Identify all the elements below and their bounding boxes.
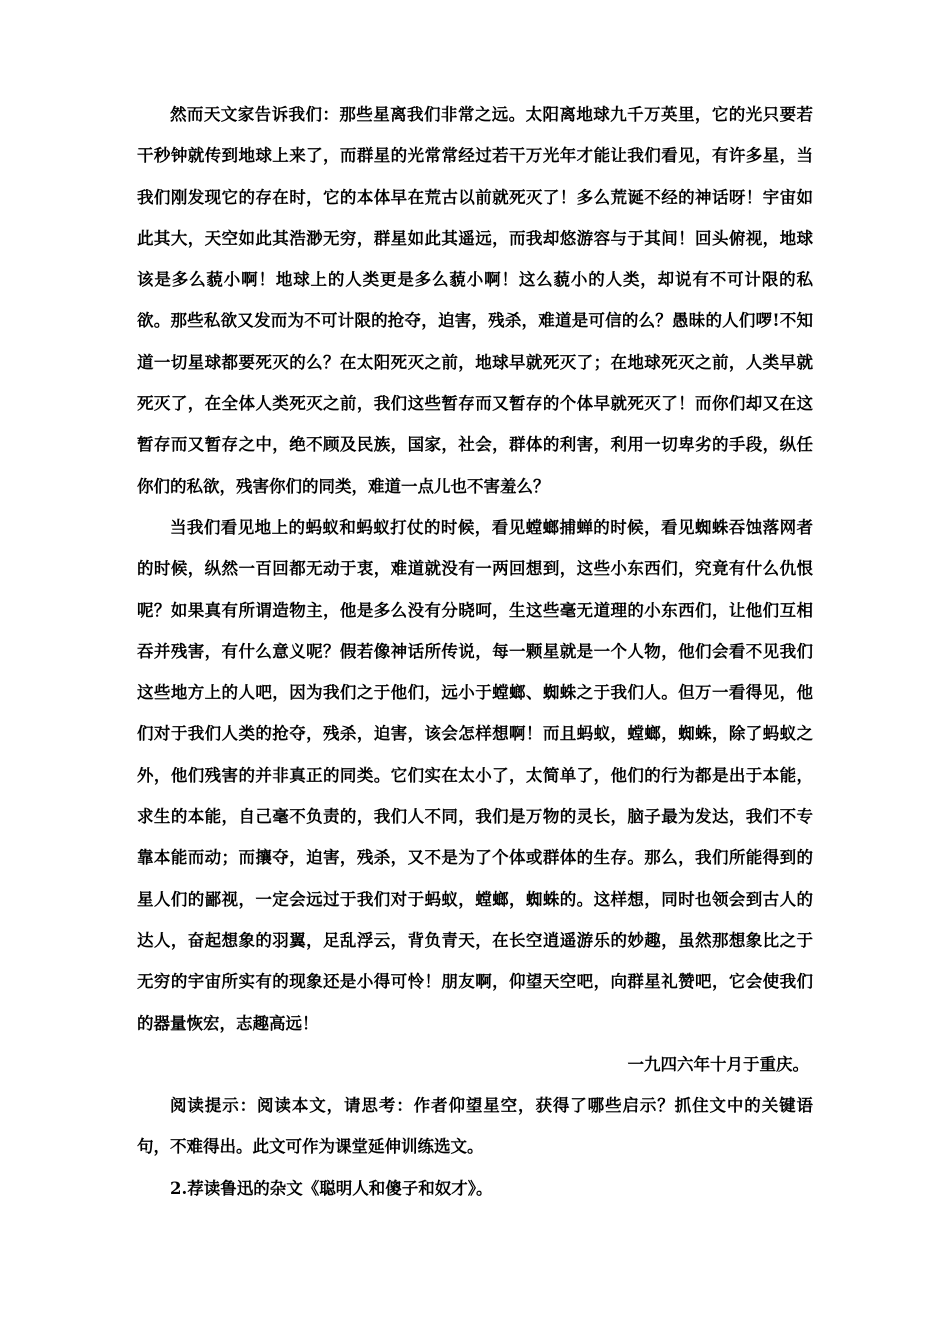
document-body [137,94,813,1209]
paragraph-insects-fighting: 当我们看见地上的蚂蚁和蚂蚁打仗的时候，看见螳螂捕蝉的时候，看见蜘蛛吞蚀落网者的时候，纵然一百回都无动于衷，难道就没有一两回想到，这些小东西们，究竟有什么仇恨呢？如果真有所谓造物主，他是多么没有分晓呵，生这些毫无道理的小东西们，让他们互相吞并残害，有什么意义呢？假若像神话所传说，每一颗星就是一个人物，他们会看不见我们这些地方上的人吧，因为我们之于他们，远小于螳螂、蜘蛛之于我们人。但万一看得见，他们对于我们人类的抢夺，残杀，迫害，该会怎样想啊！而且蚂蚁，螳螂，蜘蛛，除了蚂蚁之外，他们残害的并非真正的同类。它们实在太小了，太简单了，他们的行为都是出于本能，求生的本能，自己毫不负责的，我们人不同，我们是万物的灵长，脑子最为发达，我们不专靠本能而动；而攘夺，迫害，残杀，又不是为了个体或群体的生存。那么，我们所能得到的星人们的鄙视，一定会远过于我们对于蚂蚁，螳螂，蜘蛛的。这样想，同时也领会到古人的达人，奋起想象的羽翼，足乱浮云，背负青天，在长空逍遥游乐的妙趣，虽然那想象比之于无穷的宇宙所实有的现象还是小得可怜！朋友啊，仰望天空吧，向群星礼赞吧，它会使我们的器量恢宏，志趣高远！ [137,517,813,1033]
paragraph-stars-distance: 然而天文家告诉我们：那些星离我们非常之远。太阳离地球九千万英里，它的光只要若干秒钟就传到地球上来了，而群星的光常常经过若干万光年才能让我们看见，有许多星，当我们刚发现它的存在时，它的本体早在荒古以前就死灭了！多么荒诞不经的神话呀！宇宙如此其大，天空如此其浩渺无穷，群星如此其遥远，而我却悠游容与于其间！回头俯视，地球该是多么藐小啊！地球上的人类更是多么藐小啊！这么藐小的人类，却说有不可计限的私欲。那些私欲又发而为不可计限的抢夺，迫害，残杀，难道是可信的么？愚昧的人们啰!不知道一切星球都要死灭的么？在太阳死灭之前，地球早就死灭了；在地球死灭之前，人类早就死灭了，在全体人类死灭之前，我们这些暂存而又暂存的个体早就死灭了！而你们却又在这暂存而又暂存之中，绝不顾及民族，国家，社会，群体的利害，利用一切卑劣的手段，纵任你们的私欲，残害你们的同类，难道一点儿也不害羞么？ [137,105,813,496]
dateline: 一九四六年十月于重庆。 [627,1054,809,1074]
reading-tip: 阅读提示：阅读本文，请思考：作者仰望星空，获得了哪些启示？抓住文中的关键语句，不难得出。此文可作为课堂延伸训练选文。 [137,1096,813,1157]
recommended-reading: 2.荐读鲁迅的杂文《聪明人和傻子和奴才》。 [170,1178,493,1198]
